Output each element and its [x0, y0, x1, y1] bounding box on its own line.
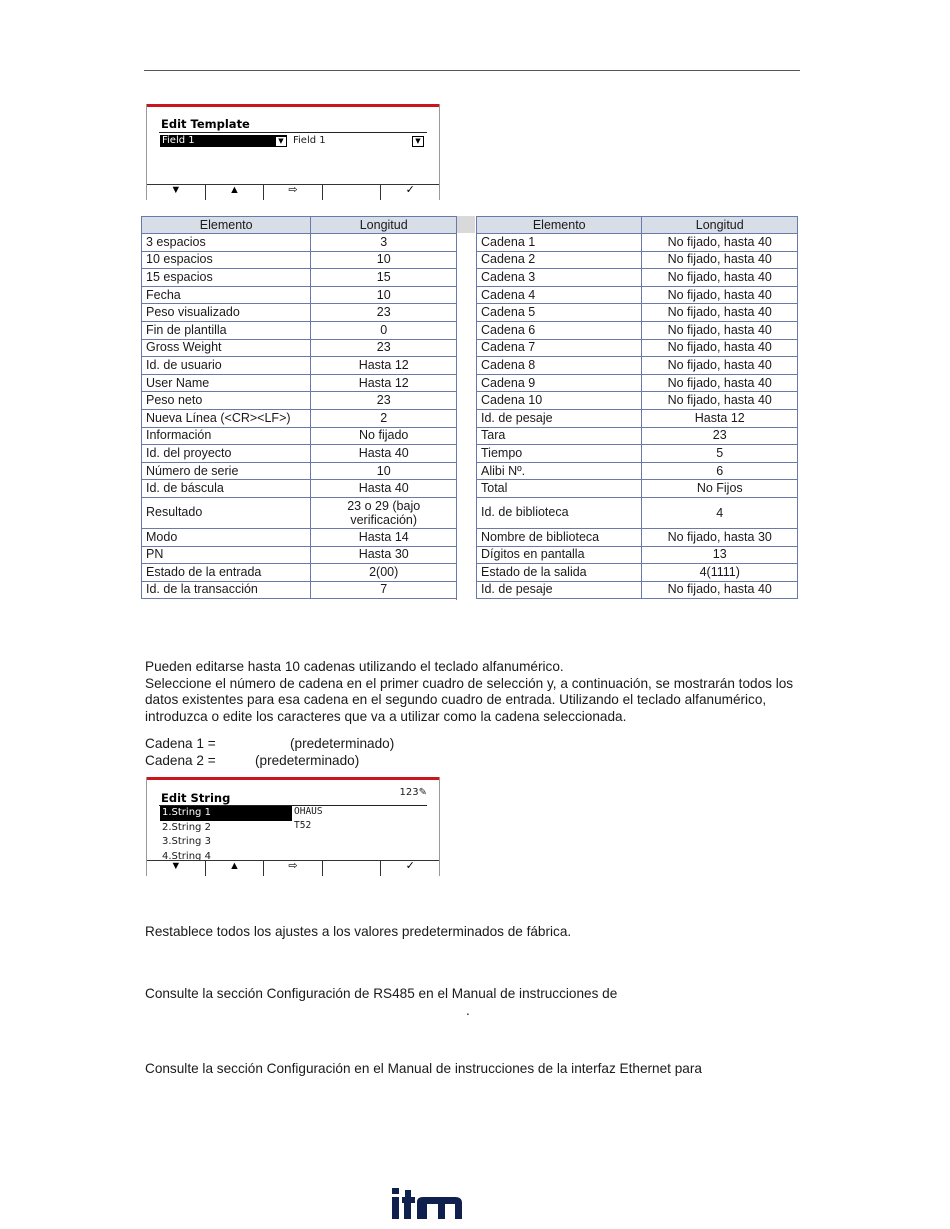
length-cell: 10 — [311, 462, 457, 480]
table-row — [142, 374, 457, 392]
element-cell: Fecha — [142, 286, 311, 304]
template-elements-table-left — [141, 216, 457, 599]
exit-icon[interactable]: ⇨ — [264, 185, 323, 200]
length-cell: 10 — [311, 286, 457, 304]
down-arrow-icon[interactable]: ▼ — [147, 861, 206, 876]
input-mode-indicator: 123✎ — [399, 787, 427, 798]
table-row — [142, 251, 457, 269]
paragraph-line: Seleccione el número de cadena en el primer cuadro de selección y, a continuación, se mostrarán todos los — [145, 675, 794, 691]
ethernet-description: Consulte la sección Configuración en el Manual de instrucciones de la interfaz Ethernet para — [145, 1061, 702, 1076]
element-cell: Id. de usuario — [142, 357, 311, 375]
table-row — [477, 392, 798, 410]
element-cell: Cadena 7 — [477, 339, 642, 357]
field-select-1-label: Field 1 — [162, 135, 195, 146]
table-row — [142, 234, 457, 252]
element-cell: Peso neto — [142, 392, 311, 410]
element-cell: Cadena 2 — [477, 251, 642, 269]
element-cell: Número de serie — [142, 462, 311, 480]
element-cell: Estado de la salida — [477, 564, 642, 582]
string-list — [160, 806, 292, 864]
element-cell: Resultado — [142, 497, 311, 528]
table-row — [477, 357, 798, 375]
header-rule — [144, 70, 800, 71]
length-cell: 2 — [311, 409, 457, 427]
itm-logo-mark — [390, 1188, 464, 1220]
length-cell: 0 — [311, 321, 457, 339]
string-list-item[interactable]: 1.String 1 — [160, 806, 292, 821]
table-row — [477, 546, 798, 564]
table-row — [477, 304, 798, 322]
element-cell: 15 espacios — [142, 269, 311, 287]
length-cell: 2(00) — [311, 564, 457, 582]
table-row — [142, 427, 457, 445]
element-cell: Cadena 9 — [477, 374, 642, 392]
table-row — [142, 581, 457, 599]
element-cell: Tara — [477, 427, 642, 445]
element-cell: 3 espacios — [142, 234, 311, 252]
table-row — [477, 497, 798, 528]
element-cell: PN — [142, 546, 311, 564]
field-select-2-label: Field 1 — [293, 135, 326, 146]
string-list-item[interactable]: 2.String 2 — [162, 821, 211, 833]
screen-title: Edit String — [161, 791, 231, 805]
length-cell: No fijado, hasta 40 — [642, 321, 798, 339]
table-row — [477, 269, 798, 287]
element-cell: Modo — [142, 528, 311, 546]
rs485-description: Consulte la sección Configuración de RS485 en el Manual de instrucciones de — [145, 986, 618, 1001]
element-cell: Fin de plantilla — [142, 321, 311, 339]
column-header-longitud: Longitud — [642, 217, 798, 234]
paragraph-line: datos existentes para esa cadena en el segundo cuadro de entrada. Utilizando el teclado alfanumérico, — [145, 692, 767, 707]
length-cell: 23 o 29 (bajo verificación) — [311, 497, 457, 528]
table-row — [477, 462, 798, 480]
table-row — [477, 409, 798, 427]
length-cell: Hasta 40 — [311, 480, 457, 498]
length-cell: No fijado, hasta 40 — [642, 304, 798, 322]
screen-accent-bar — [147, 104, 439, 107]
length-cell: No fijado, hasta 40 — [642, 357, 798, 375]
up-arrow-icon[interactable]: ▲ — [206, 861, 265, 876]
table-row — [142, 409, 457, 427]
length-cell: No fijado, hasta 40 — [642, 269, 798, 287]
length-cell: Hasta 12 — [311, 374, 457, 392]
blank-softkey[interactable] — [323, 861, 382, 876]
element-cell: 10 espacios — [142, 251, 311, 269]
spacer-header-cell — [456, 216, 475, 233]
table-row — [142, 480, 457, 498]
length-cell: 23 — [311, 339, 457, 357]
cadena-2-label: Cadena 2 = — [145, 753, 216, 768]
length-cell: Hasta 12 — [642, 409, 798, 427]
chevron-down-icon[interactable]: ▼ — [275, 136, 287, 147]
table-row — [142, 546, 457, 564]
length-cell: Hasta 30 — [311, 546, 457, 564]
softkey-bar — [147, 860, 439, 876]
table-row — [477, 374, 798, 392]
field-select-1[interactable] — [160, 135, 287, 147]
length-cell: 15 — [311, 269, 457, 287]
element-cell: Cadena 4 — [477, 286, 642, 304]
table-row — [477, 234, 798, 252]
element-cell: Tiempo — [477, 445, 642, 463]
element-cell: Información — [142, 427, 311, 445]
length-cell: No fijado, hasta 40 — [642, 581, 798, 599]
string-value-box[interactable] — [294, 805, 323, 833]
table-row — [142, 528, 457, 546]
table-header-row — [477, 217, 798, 234]
length-cell: Hasta 14 — [311, 528, 457, 546]
spacer-border — [456, 216, 457, 600]
checkmark-icon[interactable]: ✓ — [405, 184, 415, 196]
element-cell: Id. de pesaje — [477, 409, 642, 427]
element-cell: Dígitos en pantalla — [477, 546, 642, 564]
length-cell: Hasta 12 — [311, 357, 457, 375]
cadena-2-note: (predeterminado) — [255, 753, 360, 768]
table-header-row — [142, 217, 457, 234]
table-row — [142, 304, 457, 322]
screen-title: Edit Template — [161, 117, 250, 131]
edit-template-screen — [146, 104, 440, 200]
edit-string-screen — [146, 777, 440, 876]
up-arrow-icon[interactable]: ▲ — [206, 185, 265, 200]
length-cell: 4 — [642, 497, 798, 528]
length-cell: Hasta 40 — [311, 445, 457, 463]
title-separator — [159, 132, 427, 133]
table-row — [142, 445, 457, 463]
checkmark-icon[interactable]: ✓ — [405, 860, 415, 872]
table-row — [477, 480, 798, 498]
element-cell: Cadena 3 — [477, 269, 642, 287]
element-cell: Cadena 5 — [477, 304, 642, 322]
down-arrow-icon[interactable]: ▼ — [147, 185, 206, 200]
column-header-elemento: Elemento — [142, 217, 311, 234]
string-value: OHAUS — [294, 806, 323, 817]
length-cell: No fijado, hasta 40 — [642, 251, 798, 269]
length-cell: 10 — [311, 251, 457, 269]
column-header-elemento: Elemento — [477, 217, 642, 234]
table-row — [477, 564, 798, 582]
table-row — [142, 286, 457, 304]
element-cell: Gross Weight — [142, 339, 311, 357]
table-row — [142, 357, 457, 375]
length-cell: 7 — [311, 581, 457, 599]
length-cell: No fijado, hasta 40 — [642, 339, 798, 357]
length-cell: 3 — [311, 234, 457, 252]
element-cell: Total — [477, 480, 642, 498]
cadena-1-note: (predeterminado) — [290, 736, 395, 751]
length-cell: No fijado, hasta 40 — [642, 374, 798, 392]
length-cell: 13 — [642, 546, 798, 564]
table-row — [142, 269, 457, 287]
exit-icon[interactable]: ⇨ — [264, 861, 323, 876]
element-cell: Nombre de biblioteca — [477, 528, 642, 546]
column-header-longitud: Longitud — [311, 217, 457, 234]
element-cell: Cadena 1 — [477, 234, 642, 252]
length-cell: 23 — [642, 427, 798, 445]
screen-accent-bar — [147, 777, 439, 780]
length-cell: No fijado, hasta 40 — [642, 234, 798, 252]
template-elements-table-right — [476, 216, 798, 599]
length-cell: No fijado — [311, 427, 457, 445]
length-cell: 5 — [642, 445, 798, 463]
table-row — [477, 286, 798, 304]
table-row — [142, 339, 457, 357]
table-row — [477, 528, 798, 546]
chevron-down-icon[interactable]: ▼ — [412, 136, 424, 147]
paragraph-line: Pueden editarse hasta 10 cadenas utilizando el teclado alfanumérico. — [145, 659, 564, 674]
element-cell: Id. de báscula — [142, 480, 311, 498]
element-cell: Nueva Línea (<CR><LF>) — [142, 409, 311, 427]
element-cell: Cadena 10 — [477, 392, 642, 410]
softkey-bar — [147, 184, 439, 200]
length-cell: No Fijos — [642, 480, 798, 498]
blank-softkey[interactable] — [323, 185, 382, 200]
string-list-item[interactable]: 3.String 3 — [162, 836, 211, 847]
table-row — [477, 445, 798, 463]
table-row — [477, 339, 798, 357]
length-cell: 23 — [311, 304, 457, 322]
length-cell: No fijado, hasta 30 — [642, 528, 798, 546]
table-row — [142, 392, 457, 410]
rs485-trailing-dot: . — [466, 1003, 470, 1018]
string-value: T52 — [294, 820, 312, 831]
table-row — [142, 462, 457, 480]
table-spacer — [456, 216, 475, 600]
element-cell: Id. de biblioteca — [477, 497, 642, 528]
length-cell: No fijado, hasta 40 — [642, 286, 798, 304]
paragraph-line: introduzca o edite los caracteres que va a utilizar como la cadena seleccionada. — [145, 708, 627, 724]
cadena-1-default — [145, 736, 395, 753]
table-row — [477, 427, 798, 445]
table-row — [477, 251, 798, 269]
element-cell: Estado de la entrada — [142, 564, 311, 582]
strings-description — [145, 659, 855, 725]
field-select-2[interactable] — [291, 135, 424, 147]
cadena-1-label: Cadena 1 = — [145, 736, 216, 751]
element-cell: Id. de pesaje — [477, 581, 642, 599]
cadena-2-default — [145, 753, 360, 770]
table-row — [142, 497, 457, 528]
element-cell: Cadena 8 — [477, 357, 642, 375]
table-row — [477, 581, 798, 599]
length-cell: 23 — [311, 392, 457, 410]
reset-description: Restablece todos los ajustes a los valores predeterminados de fábrica. — [145, 924, 572, 939]
string-list-item[interactable]: 4.String 4 — [162, 850, 211, 862]
table-row — [477, 321, 798, 339]
length-cell: 4(1111) — [642, 564, 798, 582]
itm-logo — [390, 1188, 464, 1225]
element-cell: Cadena 6 — [477, 321, 642, 339]
table-row — [142, 321, 457, 339]
length-cell: No fijado, hasta 40 — [642, 392, 798, 410]
element-cell: Id. del proyecto — [142, 445, 311, 463]
element-cell: Peso visualizado — [142, 304, 311, 322]
element-cell: User Name — [142, 374, 311, 392]
element-cell: Id. de la transacción — [142, 581, 311, 599]
element-cell: Alibi Nº. — [477, 462, 642, 480]
length-cell: 6 — [642, 462, 798, 480]
table-row — [142, 564, 457, 582]
